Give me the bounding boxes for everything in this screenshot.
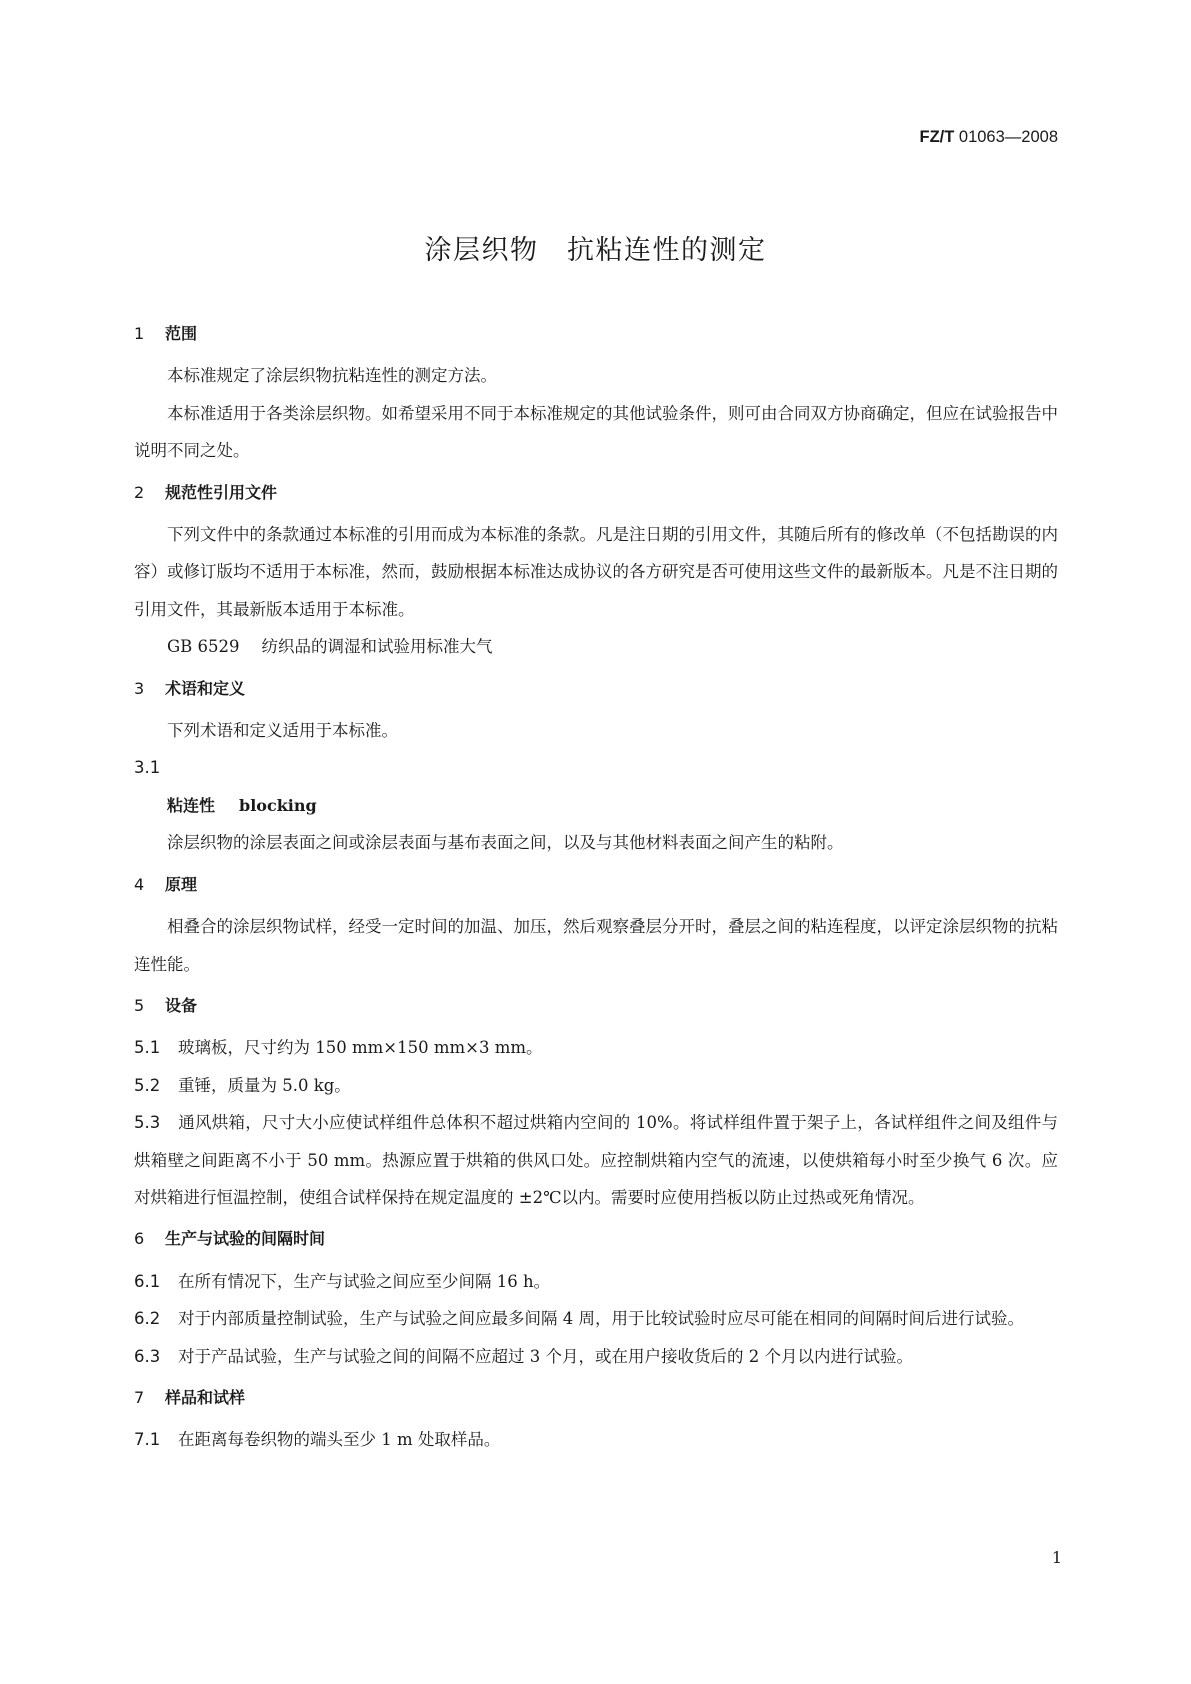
- standard-code: 01063—2008: [958, 128, 1058, 146]
- normative-reference: [134, 628, 1058, 665]
- paragraph: 本标准适用于各类涂层织物。如希望采用不同于本标准规定的其他试验条件，则可由合同双方协商确定，但应在试验报告中说明不同之处。: [134, 403, 1058, 461]
- section-heading-3: 3 术语和定义: [134, 678, 246, 698]
- clause-7-1: 7.1 在距离每卷织物的端头至少 1 m 处取样品。: [134, 1430, 501, 1450]
- term-chinese: 粘连性: [167, 795, 216, 815]
- paragraph: 下列术语和定义适用于本标准。: [167, 721, 398, 741]
- section-heading-1: 1 范围: [134, 324, 198, 343]
- section-heading-7: 7 样品和试样: [134, 1387, 246, 1407]
- section-heading-5: 5 设备: [134, 995, 198, 1015]
- paragraph: 下列文件中的条款通过本标准的引用而成为本标准的条款。凡是注日期的引用文件，其随后所有的修改单（不包括勘误的内容）或修订版均不适用于本标准，然而，鼓励根据本标准达成协议的各方研究是否可使用这些文件的最新版本。凡是不注日期的引用文件，其最新版本适用于本标准。: [134, 525, 1058, 619]
- clause-5-3: 5.3 通风烘箱，尺寸大小应使试样组件总体积不超过烘箱内空间的 10%。将试样组件置于架子上，各试样组件之间及组件与烘箱壁之间距离不小于 50 mm。热源应置于烘箱的供风口处。应控制烘箱内空气的流速，以使烘箱每小时至少换气 6 次。应对烘箱进行恒温控制，使组合试样保持在规定温度的 ±2℃以内。需要时应使用挡板以防止过热或死角情况。: [134, 1113, 1058, 1207]
- paragraph: 本标准规定了涂层织物抗粘连性的测定方法。: [167, 366, 497, 386]
- document-body: [134, 315, 1058, 1459]
- paragraph: 相叠合的涂层织物试样，经受一定时间的加温、加压，然后观察叠层分开时，叠层之间的粘连程度，以评定涂层织物的抗粘连性能。: [134, 917, 1058, 974]
- clause-5-2: 5.2 重锤，质量为 5.0 kg。: [134, 1075, 351, 1095]
- page-number: 1: [1051, 1548, 1062, 1567]
- standard-prefix: FZ/T: [919, 128, 955, 146]
- standard-number: [919, 128, 1058, 147]
- reference-code: GB 6529: [167, 637, 240, 657]
- section-heading-2: 2 规范性引用文件: [134, 482, 278, 502]
- clause-6-1: 6.1 在所有情况下，生产与试验之间应至少间隔 16 h。: [134, 1271, 551, 1291]
- clause-6-2: 6.2 对于内部质量控制试验，生产与试验之间应最多间隔 4 周，用于比较试验时应尽可能在相同的间隔时间后进行试验。: [134, 1309, 1024, 1329]
- term-heading: [134, 787, 1058, 824]
- reference-title: 纺织品的调湿和试验用标准大气: [261, 637, 493, 657]
- section-heading-4: 4 原理: [134, 874, 198, 894]
- document-title: 涂层织物 抗粘连性的测定: [424, 235, 767, 266]
- term-number: 3.1: [134, 758, 161, 778]
- term-definition: 涂层织物的涂层表面之间或涂层表面与基布表面之间，以及与其他材料表面之间产生的粘附。: [167, 833, 844, 853]
- clause-6-3: 6.3 对于产品试验，生产与试验之间的间隔不应超过 3 个月，或在用户接收货后的 2 个月以内进行试验。: [134, 1346, 913, 1366]
- term-english: blocking: [239, 795, 317, 815]
- clause-5-1: 5.1 玻璃板，尺寸约为 150 mm×150 mm×3 mm。: [134, 1038, 543, 1058]
- section-heading-6: 6 生产与试验的间隔时间: [134, 1229, 326, 1249]
